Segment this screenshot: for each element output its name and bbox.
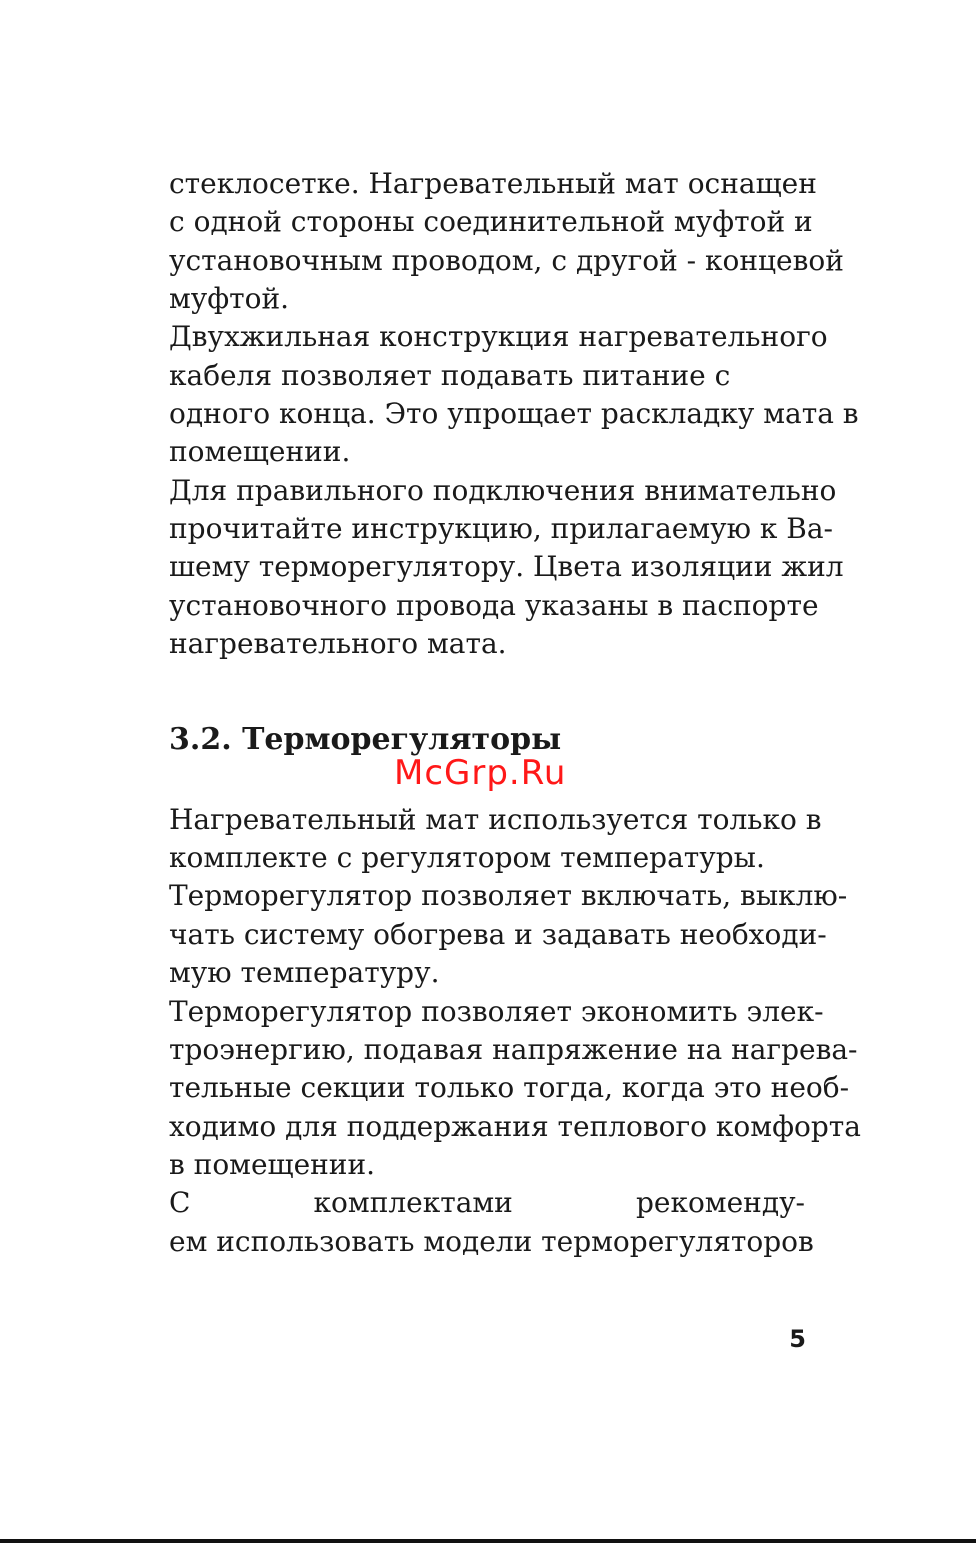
paragraph-6-line-2: троэнергию, подавая напряжение на нагрева- [169, 1033, 858, 1066]
paragraph-4-line-2: комплекте с регулятором температуры. [169, 841, 765, 874]
paragraph-6-line-3: тельные секции только тогда, когда это необ- [169, 1071, 850, 1104]
paragraph-1-line-3: установочным проводом, с другой - концевой [169, 244, 844, 277]
paragraph-7-line-2: ем использовать модели терморегуляторов [169, 1225, 814, 1258]
paragraph-6-line-4: ходимо для поддержания теплового комфорта [169, 1110, 861, 1143]
paragraph-5-line-2: чать систему обогрева и задавать необходи- [169, 918, 827, 951]
paragraph-6-line-1: Терморегулятор позволяет экономить элек- [169, 995, 824, 1028]
paragraph-2-line-2: кабеля позволяет подавать питание с [169, 359, 731, 392]
paragraph-2-line-3: одного конца. Это упрощает раскладку мата в [169, 397, 859, 430]
paragraph-2-line-1: Двухжильная конструкция нагревательного [169, 320, 828, 353]
paragraph-3-line-2: прочитайте инструкцию, прилагаемую к Ва- [169, 512, 833, 545]
paragraph-6-line-5: в помещении. [169, 1148, 376, 1181]
paragraph-5-line-1: Терморегулятор позволяет включать, выклю- [169, 879, 848, 912]
paragraph-3-line-3: шему терморегулятору. Цвета изоляции жил [169, 550, 844, 583]
paragraph-4-line-1: Нагревательный мат используется только в [169, 803, 822, 836]
page-number: 5 [789, 1325, 806, 1353]
bottom-edge-rule [0, 1539, 976, 1543]
paragraph-2-line-4: помещении. [169, 435, 351, 468]
section-heading: 3.2. Терморегуляторы [169, 722, 562, 757]
watermark: McGrp.Ru [394, 753, 567, 793]
paragraph-1-line-1: стеклосетке. Нагревательный мат оснащен [169, 167, 817, 200]
paragraph-3-line-4: установочного провода указаны в паспорте [169, 589, 819, 622]
paragraph-1-line-2: с одной стороны соединительной муфтой и [169, 205, 813, 238]
paragraph-7-line-1: С комплектами рекоменду- [169, 1186, 805, 1219]
paragraph-1-line-4: муфтой. [169, 282, 290, 315]
paragraph-3-line-5: нагревательного мата. [169, 627, 507, 660]
paragraph-3-line-1: Для правильного подключения внимательно [169, 474, 837, 507]
paragraph-5-line-3: мую температуру. [169, 956, 440, 989]
